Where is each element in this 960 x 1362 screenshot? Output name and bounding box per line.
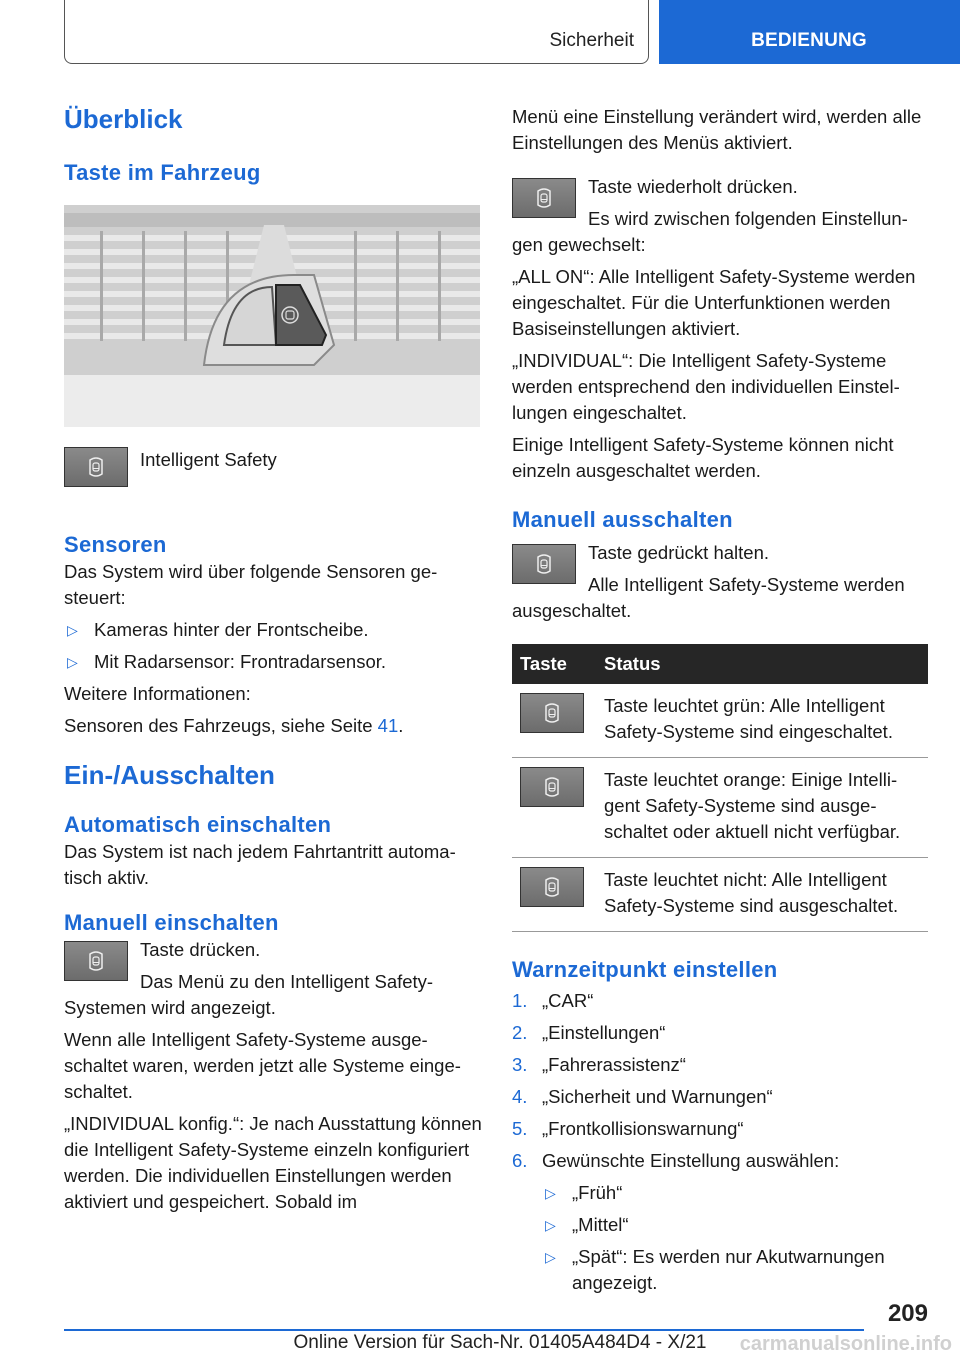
section-title: Sicherheit xyxy=(549,30,634,51)
car-safety-icon xyxy=(512,178,576,218)
heading-overview: Überblick xyxy=(64,104,183,134)
manual-off-block xyxy=(512,540,928,624)
table-header-status: Status xyxy=(596,644,928,684)
list-item: 6. Gewünschte Einstellung auswählen: ▷ „Früh“ ▷ „Mittel“ ▷ „Spät“: Es werden nur Akutwarnungen angezeigt. xyxy=(512,1148,928,1296)
list-item: 3. „Fahrerassistenz“ xyxy=(512,1054,686,1075)
repeat-block xyxy=(512,174,928,258)
manual-on-result: Das Menü zu den Intelligent Safety-Systemen wird angezeigt. xyxy=(64,971,434,1018)
chapter-tab xyxy=(659,0,960,64)
list-item: ▷ „Spät“: Es werden nur Akutwarnungen angezeigt. xyxy=(545,1246,885,1293)
heading-warning-time: Warnzeitpunkt einstellen xyxy=(512,957,778,982)
list-item: ▷ „Früh“ xyxy=(542,1180,928,1206)
list-item: 4. „Sicherheit und Warnungen“ xyxy=(512,1086,773,1107)
continued-text: Menü eine Einstellung verändert wird, werden alle Einstellungen des Menüs aktiviert. xyxy=(512,106,922,153)
list-item: ▷ „Mittel“ xyxy=(542,1212,928,1238)
heading-manual-on: Manuell einschalten xyxy=(64,910,279,935)
status-text: Taste leuchtet orange: Einige Intelligent Safety-Systeme sind ausgeschaltet oder aktuell nicht verfügbar. xyxy=(596,758,928,858)
watermark: carmanualsonline.info xyxy=(739,1333,952,1355)
triangle-right-icon: ▷ xyxy=(67,654,78,670)
list-item: 5. „Frontkollisionswarnung“ xyxy=(512,1118,744,1139)
icon-label: Intelligent Safety xyxy=(140,449,277,470)
chapter-title: BEDIENUNG xyxy=(751,30,867,51)
manual-on-note: Wenn alle Intelligent Safety-Systeme ausgeschaltet waren, werden jetzt alle Systeme eingeschaltet. xyxy=(64,1029,461,1102)
car-safety-icon xyxy=(64,941,128,981)
steps-list xyxy=(512,988,928,1296)
status-table xyxy=(512,644,928,932)
list-item: 1. „CAR“ xyxy=(512,990,594,1011)
sensors-intro: Das System wird über folgende Sensoren gesteuert: xyxy=(64,561,438,608)
individual-option: „INDIVIDUAL“: Die Intelligent Safety-Systeme werden entsprechend den individuellen Einstellungen eingeschaltet. xyxy=(512,350,900,423)
page-number: 209 xyxy=(887,1300,928,1327)
car-safety-icon xyxy=(520,867,584,907)
options-list xyxy=(542,1180,928,1296)
sensors-list xyxy=(64,617,482,675)
triangle-right-icon: ▷ xyxy=(67,622,78,638)
heading-manual-off: Manuell ausschalten xyxy=(512,507,733,532)
heading-on-off: Ein-/Ausschalten xyxy=(64,760,275,790)
car-safety-icon xyxy=(520,767,584,807)
some-systems-note: Einige Intelligent Safety-Systeme können nicht einzeln ausgeschaltet werden. xyxy=(512,434,894,481)
table-row xyxy=(512,758,928,858)
table-row xyxy=(512,858,928,932)
status-text: Taste leuchtet grün: Alle Intelligent Safety-Systeme sind eingeschaltet. xyxy=(596,684,928,758)
header-section-box xyxy=(64,0,649,64)
triangle-right-icon: ▷ xyxy=(545,1217,556,1233)
manual-off-step: Taste gedrückt halten. xyxy=(588,542,769,563)
individual-config-note: „INDIVIDUAL konfig.“: Je nach Ausstattung können die Intelligent Safety-Systeme einzeln konfiguriert werden. Die individuellen Einstellungen werden aktiviert und gespeichert. Sobald im xyxy=(64,1113,482,1212)
table-row xyxy=(512,684,928,758)
footer-online-version: Online Version für Sach-Nr. 01405A484D4 - X/21 xyxy=(293,1332,707,1353)
right-column xyxy=(512,104,928,1302)
manual-on-step: Taste drücken. xyxy=(140,939,261,960)
manual-on-block xyxy=(64,937,482,1021)
sensors-reference: Sensoren des Fahrzeugs, siehe Seite 41. xyxy=(64,715,404,736)
car-safety-icon xyxy=(64,447,128,487)
icon-legend-row xyxy=(64,447,482,509)
more-info-label: Weitere Informationen: xyxy=(64,683,251,704)
page-link[interactable]: 41 xyxy=(377,715,399,736)
triangle-right-icon: ▷ xyxy=(545,1185,556,1201)
triangle-right-icon: ▷ xyxy=(545,1249,556,1265)
manual-off-result: Alle Intelligent Safety-Systeme werden ausgeschaltet. xyxy=(512,574,905,621)
list-item: ▷ Mit Radarsensor: Frontradarsensor. xyxy=(64,649,482,675)
repeat-step: Taste wiederholt drücken. xyxy=(588,176,798,197)
car-safety-icon xyxy=(512,544,576,584)
left-column xyxy=(64,100,482,1221)
status-text: Taste leuchtet nicht: Alle Intelligent Safety-Systeme sind ausgeschaltet. xyxy=(596,858,928,932)
car-safety-icon xyxy=(520,693,584,733)
auto-on-text: Das System ist nach jedem Fahrtantritt automatisch aktiv. xyxy=(64,841,456,888)
vehicle-button-photo xyxy=(64,205,480,427)
all-on-option: „ALL ON“: Alle Intelligent Safety-Systeme werden eingeschaltet. Für die Unterfunktionen werden Basiseinstellungen aktiviert. xyxy=(512,266,916,339)
footer-rule xyxy=(64,1329,864,1331)
table-header-button: Taste xyxy=(512,644,596,684)
dashboard-vent-illustration xyxy=(64,205,480,427)
list-item: 2. „Einstellungen“ xyxy=(512,1022,666,1043)
repeat-result: Es wird zwischen folgenden Einstellungen gewechselt: xyxy=(512,208,908,255)
heading-sensors: Sensoren xyxy=(64,532,167,557)
heading-button-in-vehicle: Taste im Fahrzeug xyxy=(64,160,261,185)
list-item: ▷ Kameras hinter der Frontscheibe. xyxy=(64,617,482,643)
heading-auto-on: Automatisch einschalten xyxy=(64,812,332,837)
